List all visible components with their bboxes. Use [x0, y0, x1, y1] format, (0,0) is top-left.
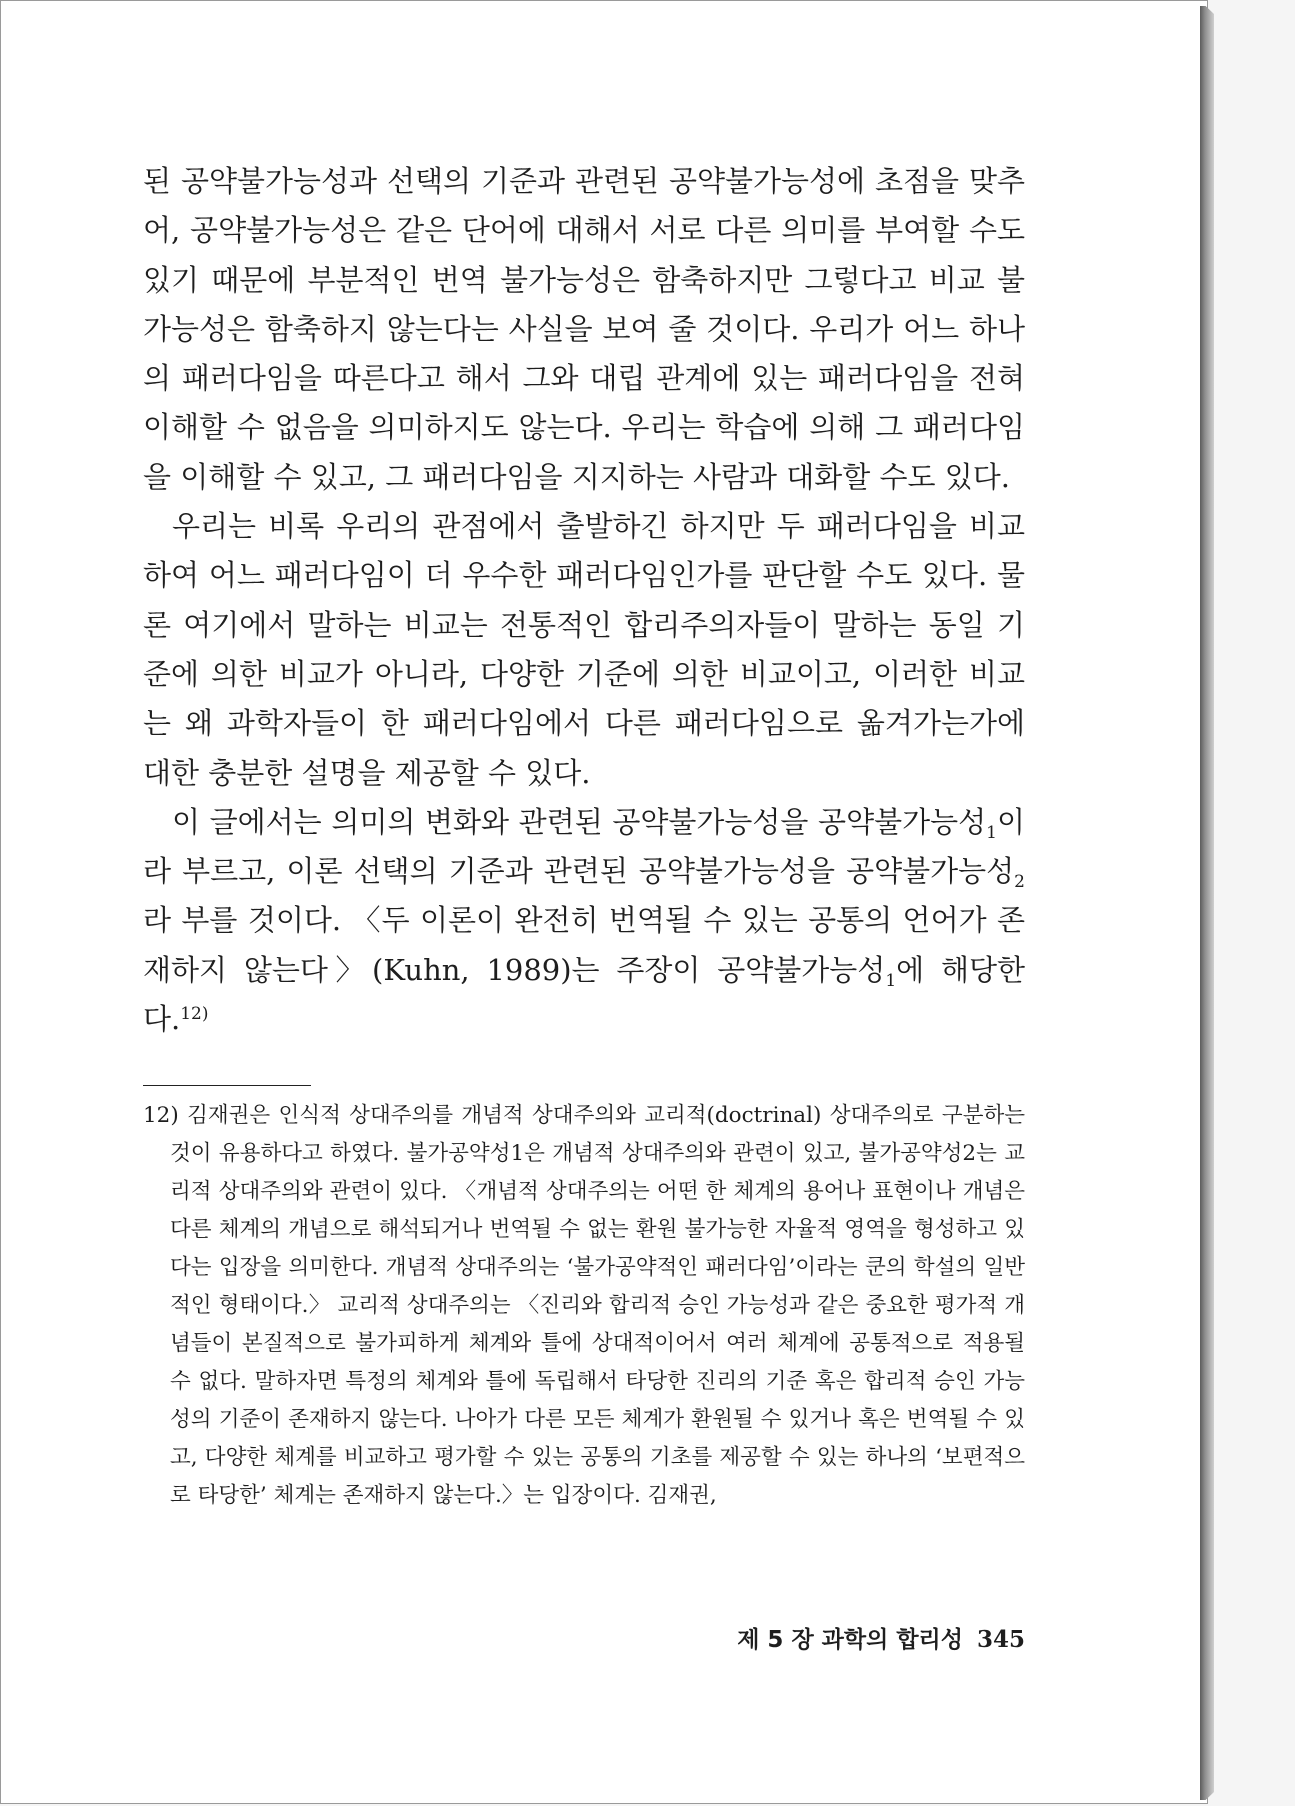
paragraph-3-part-b: 이라 부르고, 이론 선택의 기준과 관련된 공약불가능성을 공약불가능성	[143, 804, 1025, 889]
page-stack-edge	[1200, 6, 1214, 1800]
paragraph-2: 우리는 비록 우리의 관점에서 출발하긴 하지만 두 패러다임을 비교하여 어느 패러다임이 더 우수한 패러다임인가를 판단할 수도 있다. 물론 여기에서 말하는 비교는 전통적인 합리주의자들이 말하는 동일 기준에 의한 비교가 아니라, 다양한 기준에 의한 비교이고, 이러한 비교는 왜 과학자들이 한 패러다임에서 다른 패러다임으로 옮겨가는가에 대한 충분한 설명을 제공할 수 있다.	[143, 509, 1025, 790]
page-number: 345	[976, 1626, 1025, 1653]
footnote-12	[143, 1097, 1025, 1515]
footnote-divider	[143, 1085, 311, 1086]
paragraph-3	[143, 798, 1025, 1044]
subscript-3: 1	[885, 970, 897, 991]
subscript-1: 1	[986, 822, 997, 843]
paragraph-3-part-c: 라 부를 것이다. 〈두 이론이 완전히 번역될 수 있는 공통의 언어가 존재하지 않는다〉(Kuhn, 1989)는 주장이 공약불가능성	[143, 903, 1025, 987]
running-footer	[621, 1621, 1025, 1654]
chapter-title: 제 5 장 과학의 합리성	[737, 1627, 963, 1653]
main-text	[143, 157, 1025, 1044]
footnote-reference[interactable]: 12)	[180, 1004, 209, 1025]
subscript-2: 2	[1014, 872, 1025, 893]
paragraph-3-part-d: 에 해당한다.	[143, 952, 1025, 1037]
paragraph-1: 된 공약불가능성과 선택의 기준과 관련된 공약불가능성에 초점을 맞추어, 공약불가능성은 같은 단어에 대해서 서로 다른 의미를 부여할 수도 있기 때문에 부분적인 번역 불가능성은 함축하지만 그렇다고 비교 불가능성은 함축하지 않는다는 사실을 보여 줄 것이다. 우리가 어느 하나의 패러다임을 따른다고 해서 그와 대립 관계에 있는 패러다임을 전혀 이해할 수 없음을 의미하지도 않는다. 우리는 학습에 의해 그 패러다임을 이해할 수 있고, 그 패러다임을 지지하는 사람과 대화할 수도 있다.	[143, 164, 1025, 494]
footnote-text: 김재권은 인식적 상대주의를 개념적 상대주의와 교리적(doctrinal) 상대주의로 구분하는 것이 유용하다고 하였다. 불가공약성1은 개념적 상대주의와 관련이 있고, 불가공약성2는 교리적 상대주의와 관련이 있다. 〈개념적 상대주의는 어떤 한 체계의 용어나 표현이나 개념은 다른 체계의 개념으로 해석되거나 번역될 수 없는 환원 불가능한 자율적 영역을 형성하고 있다는 입장을 의미한다. 개념적 상대주의는 ‘불가공약적인 패러다임’이라는 쿤의 학설의 일반적인 형태이다.〉 교리적 상대주의는 〈진리와 합리적 승인 가능성과 같은 중요한 평가적 개념들이 본질적으로 불가피하게 체계와 틀에 상대적이어서 여러 체계에 공통적으로 적용될 수 없다. 말하자면 특정의 체계와 틀에 독립해서 타당한 진리의 기준 혹은 합리적 승인 가능성의 기준이 존재하지 않는다. 나아가 다른 모든 체계가 환원될 수 있거나 혹은 번역될 수 있고, 다양한 체계를 비교하고 평가할 수 있는 공통의 기초를 제공할 수 있는 하나의 ‘보편적으로 타당한’ 체계는 존재하지 않는다.〉는 입장이다. 김재권,	[170, 1103, 1026, 1508]
paragraph-3-part-a: 이 글에서는 의미의 변화와 관련된 공약불가능성을 공약불가능성	[172, 804, 987, 839]
footnote-marker: 12)	[143, 1103, 179, 1128]
